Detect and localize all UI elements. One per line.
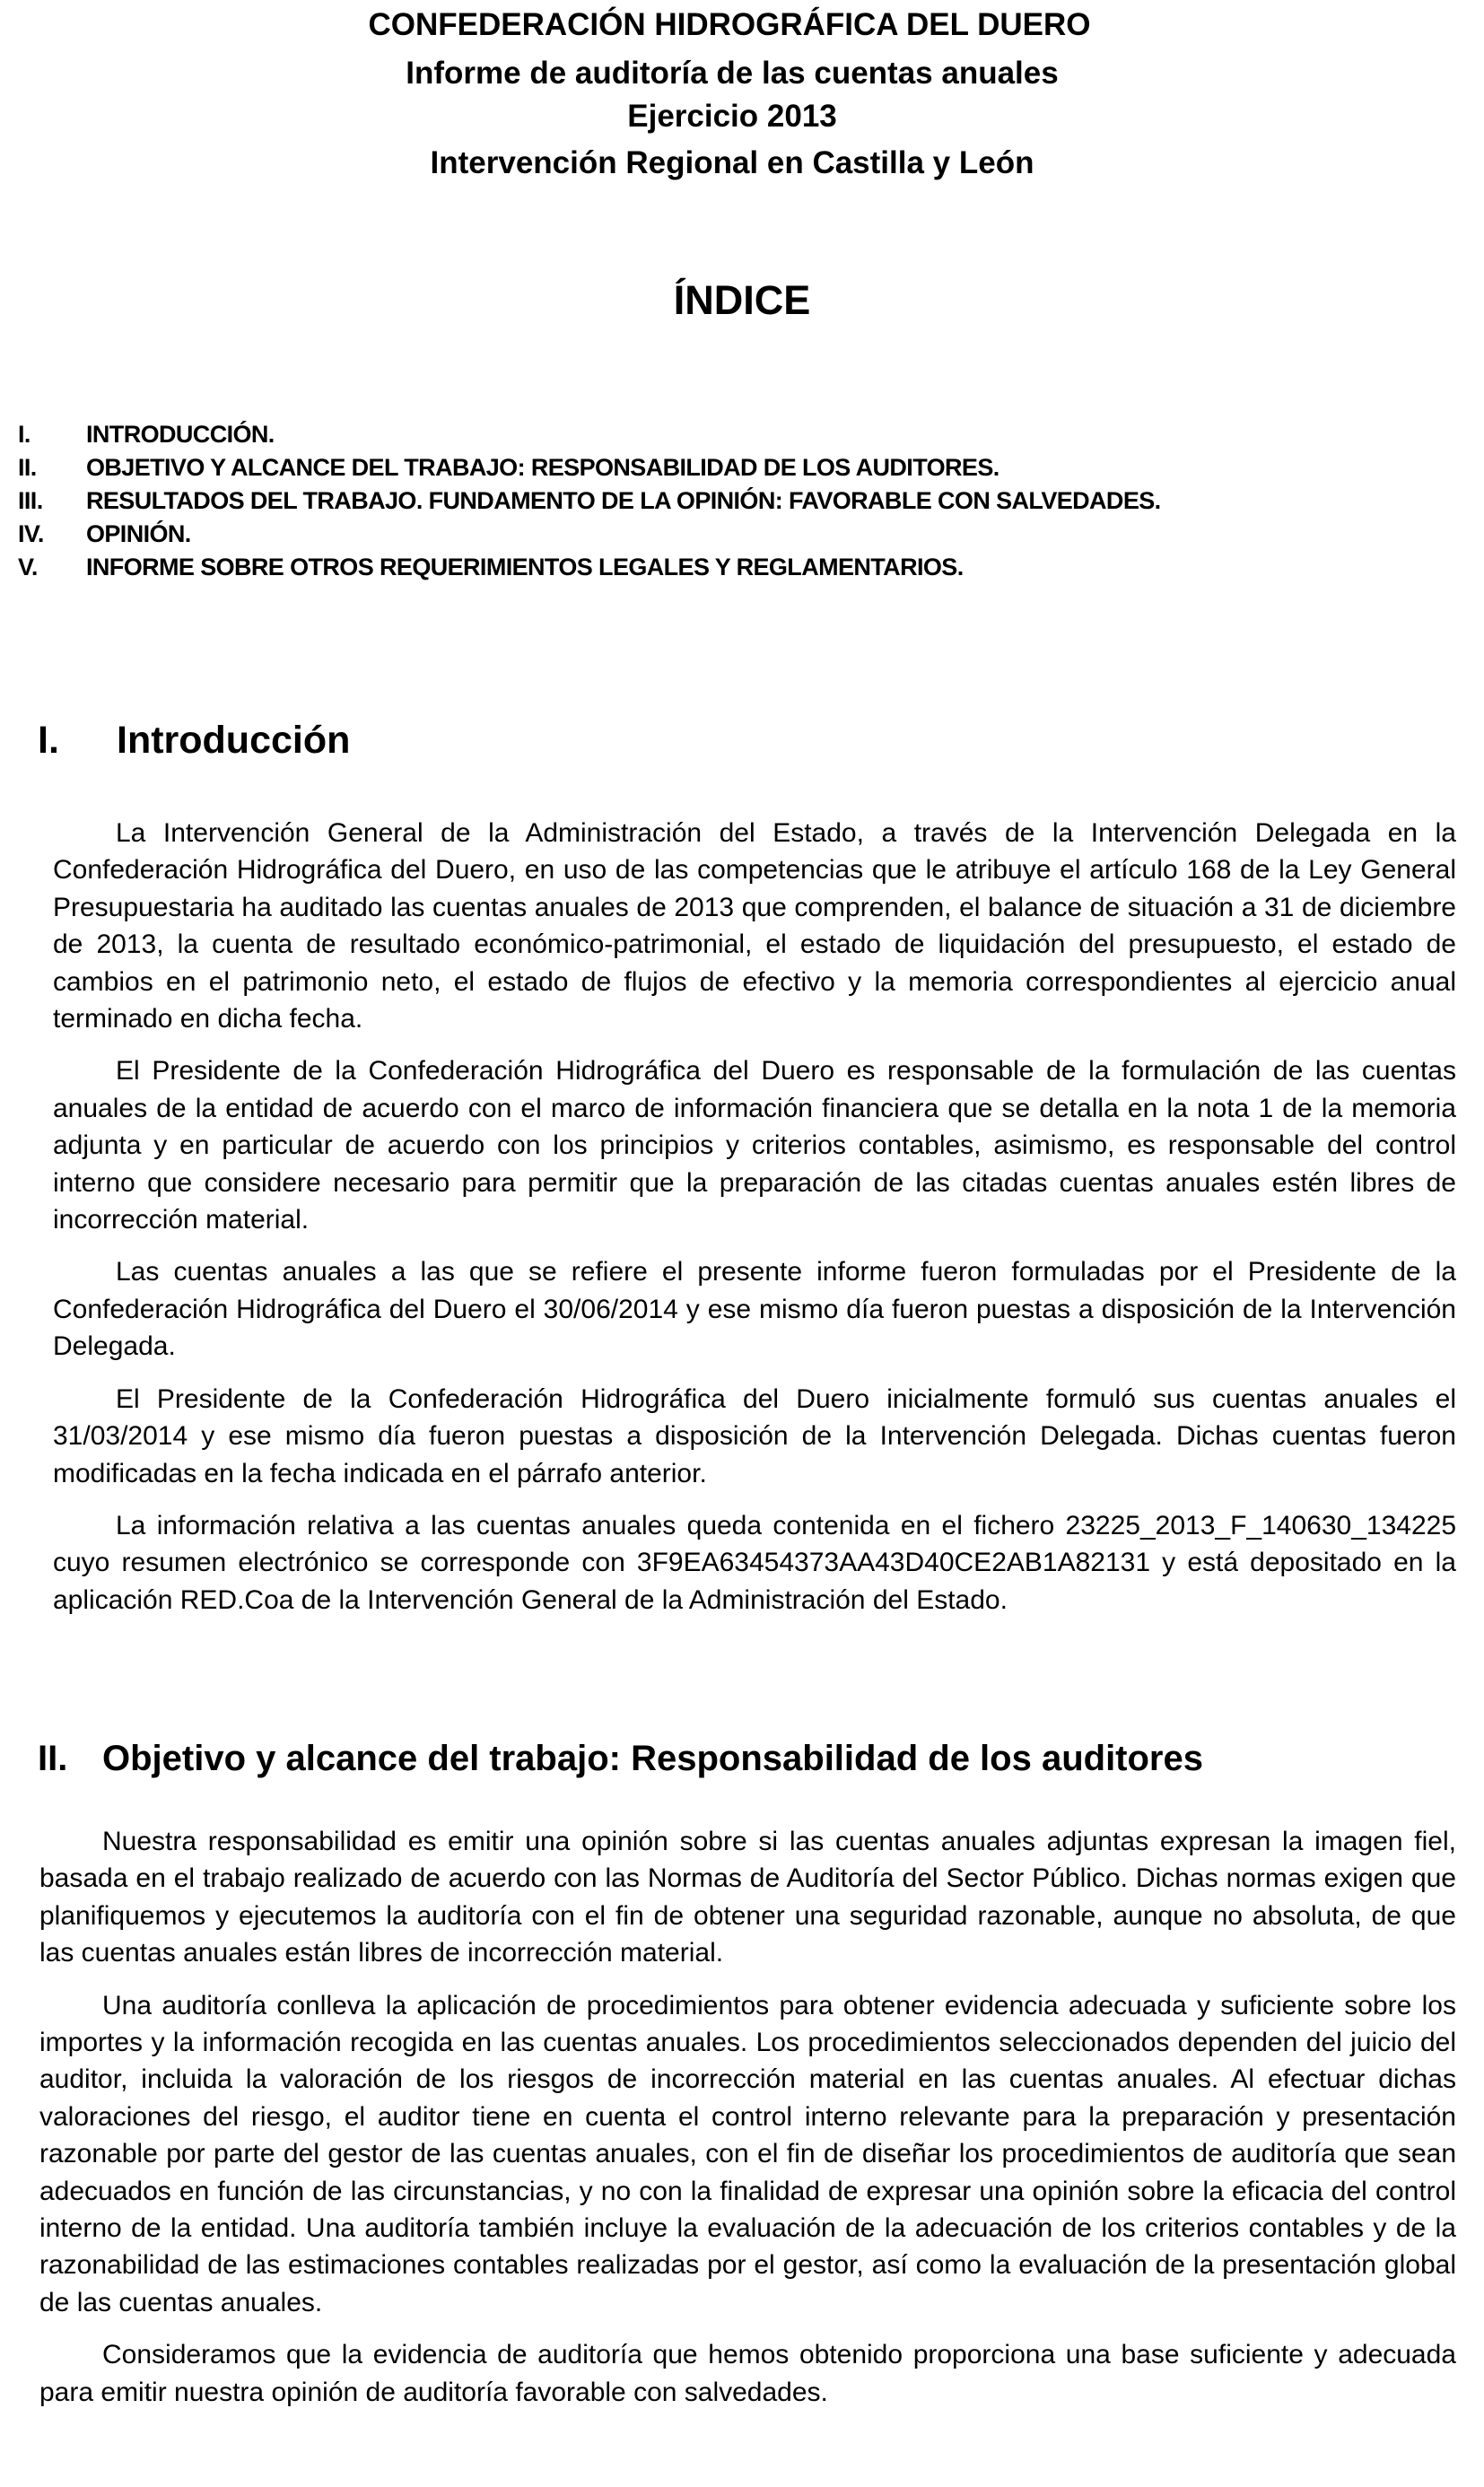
section-body-objetivo: [39, 1823, 1456, 2426]
section-title: Objetivo y alcance del trabajo: Responsabilidad de los auditores: [102, 1739, 1203, 1778]
paragraph: La Intervención General de la Administración del Estado, a través de la Intervención Delegada en la Confederación Hidrográfica del Duero, en uso de las competencias que le atribuye el artículo 168 de la Ley General Presupuestaria ha auditado las cuentas anuales de 2013 que comprenden, el balance de situación a 31 de diciembre de 2013, la cuenta de resultado económico-patrimonial, el estado de liquidación del presupuesto, el estado de cambios en el patrimonio neto, el estado de flujos de efectivo y la memoria correspondientes al ejercicio anual terminado en dicha fecha.: [53, 818, 1456, 1034]
index-list: [0, 418, 1484, 584]
header-organization: CONFEDERACIÓN HIDROGRÁFICA DEL DUERO: [368, 7, 1091, 42]
index-item-number: II.: [18, 454, 37, 481]
index-item-number: IV.: [18, 520, 44, 547]
index-item-objetivo: [0, 451, 1484, 484]
section-body-introduccion: [53, 815, 1456, 1634]
section-title: Introducción: [117, 719, 351, 762]
paragraph: Nuestra responsabilidad es emitir una opinión sobre si las cuentas anuales adjuntas expresan la imagen fiel, basada en el trabajo realizado de acuerdo con las Normas de Auditoría del Sector Público. Dichas normas exigen que planifiquemos y ejecutemos la auditoría con el fin de obtener una seguridad razonable, aunque no absoluta, de que las cuentas anuales están libres de incorrección material.: [39, 1827, 1456, 1968]
header-fiscal-year: Ejercicio 2013: [627, 99, 837, 134]
paragraph: La información relativa a las cuentas anuales queda contenida en el fichero 23225_2013_F_140630_134225 cuyo resumen electrónico se corresponde con 3F9EA63454373AA43D40CE2AB1A82131 y está depositado en la aplicación RED.Coa de la Intervención General de la Administración del Estado.: [53, 1510, 1456, 1615]
index-item-label: OBJETIVO Y ALCANCE DEL TRABAJO: RESPONSABILIDAD DE LOS AUDITORES.: [86, 454, 1000, 481]
index-item-introduccion: [0, 418, 1484, 451]
index-item-label: OPINIÓN.: [86, 520, 191, 547]
index-item-number: III.: [18, 487, 43, 514]
paragraph: El Presidente de la Confederación Hidrográfica del Duero es responsable de la formulación de las cuentas anuales de la entidad de acuerdo con el marco de información financiera que se detalla en la nota 1 de la memoria adjunta y en particular de acuerdo con los principios y criterios contables, asimismo, es responsable del control interno que considere necesario para permitir que la preparación de las citadas cuentas anuales estén libres de incorrección material.: [53, 1056, 1456, 1235]
index-item-number: I.: [18, 421, 31, 448]
section-number: I.: [38, 719, 59, 762]
header-report-title: Informe de auditoría de las cuentas anuales: [406, 56, 1059, 91]
section-number: II.: [38, 1739, 68, 1778]
index-item-opinion: [0, 518, 1484, 551]
paragraph: El Presidente de la Confederación Hidrográfica del Duero inicialmente formuló sus cuentas anuales el 31/03/2014 y ese mismo día fueron puestas a disposición de la Intervención Delegada. Dichas cuentas fueron modificadas en la fecha indicada en el párrafo anterior.: [53, 1383, 1456, 1488]
index-item-label: INTRODUCCIÓN.: [86, 421, 275, 448]
index-item-number: V.: [18, 554, 38, 580]
index-title: ÍNDICE: [673, 277, 811, 323]
index-item-otros-requerimientos: [0, 551, 1484, 584]
index-item-label: INFORME SOBRE OTROS REQUERIMIENTOS LEGALES Y REGLAMENTARIOS.: [86, 554, 964, 580]
index-item-resultados: [0, 484, 1484, 518]
paragraph: Una auditoría conlleva la aplicación de procedimientos para obtener evidencia adecuada y suficiente sobre los importes y la información recogida en las cuentas anuales. Los procedimientos seleccionados dependen del juicio del auditor, incluida la valoración de los riesgos de incorrección material en las cuentas anuales. Al efectuar dichas valoraciones del riesgo, el auditor tiene en cuenta el control interno relevante para la preparación y presentación razonable por parte del gestor de las cuentas anuales, con el fin de diseñar los procedimientos de auditoría que sean adecuados en función de las circunstancias, y no con la finalidad de expresar una opinión sobre la eficacia del control interno de la entidad. Una auditoría también incluye la evaluación de la adecuación de los criterios contables y de la razonabilidad de las estimaciones contables realizadas por el gestor, así como la evaluación de la presentación global de las cuentas anuales.: [39, 1990, 1456, 2317]
paragraph: Las cuentas anuales a las que se refiere el presente informe fueron formuladas por el Presidente de la Confederación Hidrográfica del Duero el 30/06/2014 y ese mismo día fueron puestas a disposición de la Intervención Delegada.: [53, 1257, 1456, 1362]
index-item-label: RESULTADOS DEL TRABAJO. FUNDAMENTO DE LA OPINIÓN: FAVORABLE CON SALVEDADES.: [86, 487, 1161, 514]
paragraph: Consideramos que la evidencia de auditoría que hemos obtenido proporciona una base suficiente y adecuada para emitir nuestra opinión de auditoría favorable con salvedades.: [39, 2340, 1456, 2407]
header-intervention: Intervención Regional en Castilla y León: [430, 145, 1034, 180]
